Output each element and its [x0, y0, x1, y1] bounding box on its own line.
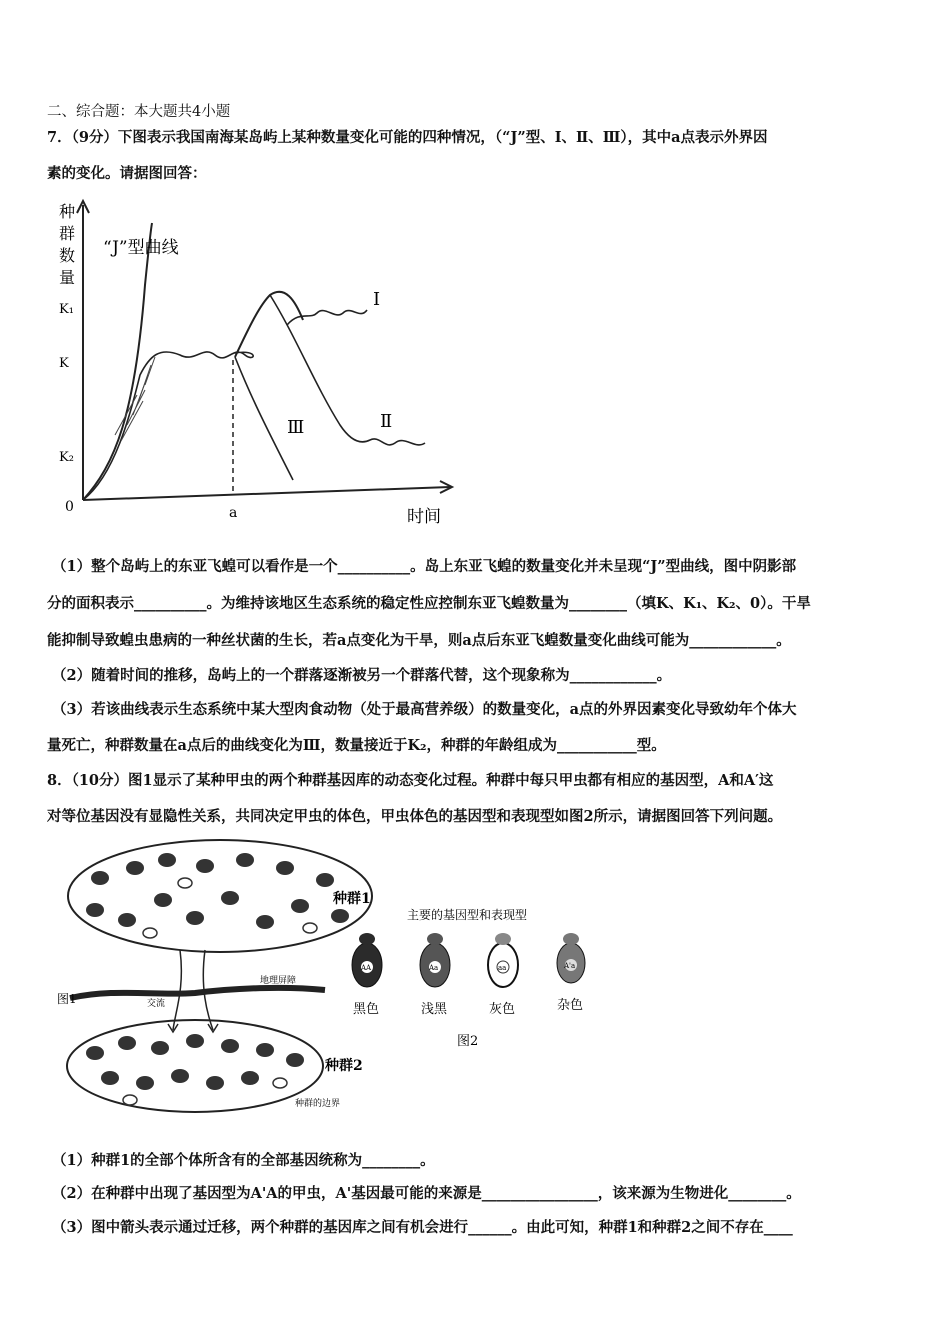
beetle-AA — [352, 933, 382, 1017]
section-title: 二、综合题：本大题共4小题 — [47, 104, 231, 120]
figure2-label: 图2 — [457, 1034, 479, 1049]
q7-part1-line2: 分的面积表示__________。为维持该地区生态系统的稳定性应控制东亚飞蝗数量为________（填K、K₁、K₂、0）。干旱 — [47, 595, 811, 612]
q7-stem-line2: 素的变化。请据图回答： — [47, 165, 207, 182]
genotype-A-prime-a: A'a — [564, 962, 576, 970]
population-1-label: 种群1 — [333, 891, 371, 907]
population-2-label: 种群2 — [325, 1058, 363, 1074]
k-label: K — [59, 356, 69, 371]
phenotype-mottled: 杂色 — [557, 998, 584, 1013]
q8-figure1 — [55, 838, 385, 1118]
curve-I-rise — [235, 292, 303, 357]
k1-label: K₁ — [59, 302, 74, 317]
q7-part1-line1: （1）整个岛屿上的东亚飞蝗可以看作是一个__________。岛上东亚飞蝗的数量变化并未呈现“J”型曲线，图中阴影部 — [52, 558, 797, 575]
k2-label: K₂ — [59, 450, 74, 465]
q7-part3-line2: 量死亡，种群数量在a点后的曲线变化为Ⅲ，数量接近于K₂，种群的年龄组成为___________型。 — [47, 737, 666, 754]
genotype-Aa: Aa — [429, 964, 439, 972]
q8-figure2 — [345, 895, 605, 1055]
figure1-label: 图1 — [57, 992, 77, 1006]
phenotype-black: 黑色 — [353, 1002, 380, 1017]
a-label: a — [229, 505, 238, 521]
boundary-label: 种群的边界 — [295, 1099, 341, 1109]
population-2-boundary — [67, 1020, 323, 1112]
y-label-4: 量 — [59, 268, 76, 287]
q8-stem-line1: 8．（10分）图1显示了某种甲虫的两个种群基因库的动态变化过程。种群中每只甲虫都有相应的基因型，A和A′这 — [47, 772, 774, 789]
origin-label: 0 — [65, 499, 74, 515]
curve-III — [235, 357, 293, 480]
beetle-A-prime-a — [557, 933, 585, 1013]
y-label-3: 数 — [59, 246, 76, 265]
exchange-label: 交流 — [147, 999, 166, 1009]
barrier-label: 地理屏障 — [260, 976, 297, 986]
s-curve — [83, 352, 253, 500]
y-label-1: 种 — [59, 202, 76, 221]
phenotype-light-black: 浅黑 — [421, 1002, 448, 1017]
beetle-Aa — [420, 933, 450, 1017]
j-curve — [83, 223, 152, 500]
j-curve-label: “J”型曲线 — [103, 238, 179, 258]
x-axis — [83, 487, 450, 500]
geographic-barrier — [70, 988, 325, 998]
genotype-AA: AA — [361, 964, 372, 972]
population-1-boundary — [68, 840, 372, 952]
genotype-aa: aa — [498, 964, 507, 972]
q8-part2-line1: （2）在种群中出现了基因型为A'A的甲虫，A'基因最可能的来源是________________，该来源为生物进化________。 — [52, 1185, 801, 1202]
y-label-2: 群 — [59, 224, 76, 243]
x-axis-label: 时间 — [407, 507, 441, 527]
q8-part1-line1: （1）种群1的全部个体所含有的全部基因统称为________。 — [52, 1152, 435, 1169]
figure2-title: 主要的基因型和表现型 — [407, 908, 528, 922]
phenotype-gray: 灰色 — [489, 1002, 516, 1017]
beetle-aa — [488, 933, 518, 1017]
curve-I-label: Ⅰ — [373, 289, 381, 310]
q8-part3-line1: （3）图中箭头表示通过迁移，两个种群的基因库之间有机会进行______。由此可知，种群1和种群2之间不存在____ — [52, 1219, 793, 1236]
q7-population-graph — [55, 195, 465, 530]
curve-II-label: Ⅱ — [380, 411, 393, 432]
curve-III-label: Ⅲ — [287, 417, 305, 438]
q7-part2-line1: （2）随着时间的推移，岛屿上的一个群落逐渐被另一个群落代替，这个现象称为____________。 — [52, 667, 672, 684]
q7-part3-line1: （3）若该曲线表示生态系统中某大型肉食动物（处于最高营养级）的数量变化，a点的外界因素变化导致幼年个体大 — [52, 701, 797, 718]
q7-part1-line3: 能抑制导致蝗虫患病的一种丝状菌的生长，若a点变化为干旱，则a点后东亚飞蝗数量变化曲线可能为____________。 — [47, 632, 791, 649]
q7-stem-line1: 7．（9分）下图表示我国南海某岛屿上某种数量变化可能的四种情况，（“J”型、Ⅰ、Ⅱ、Ⅲ），其中a点表示外界因 — [47, 129, 768, 146]
q8-stem-line2: 对等位基因没有显隐性关系，共同决定甲虫的体色，甲虫体色的基因型和表现型如图2所示，请据图回答下列问题。 — [47, 808, 783, 825]
